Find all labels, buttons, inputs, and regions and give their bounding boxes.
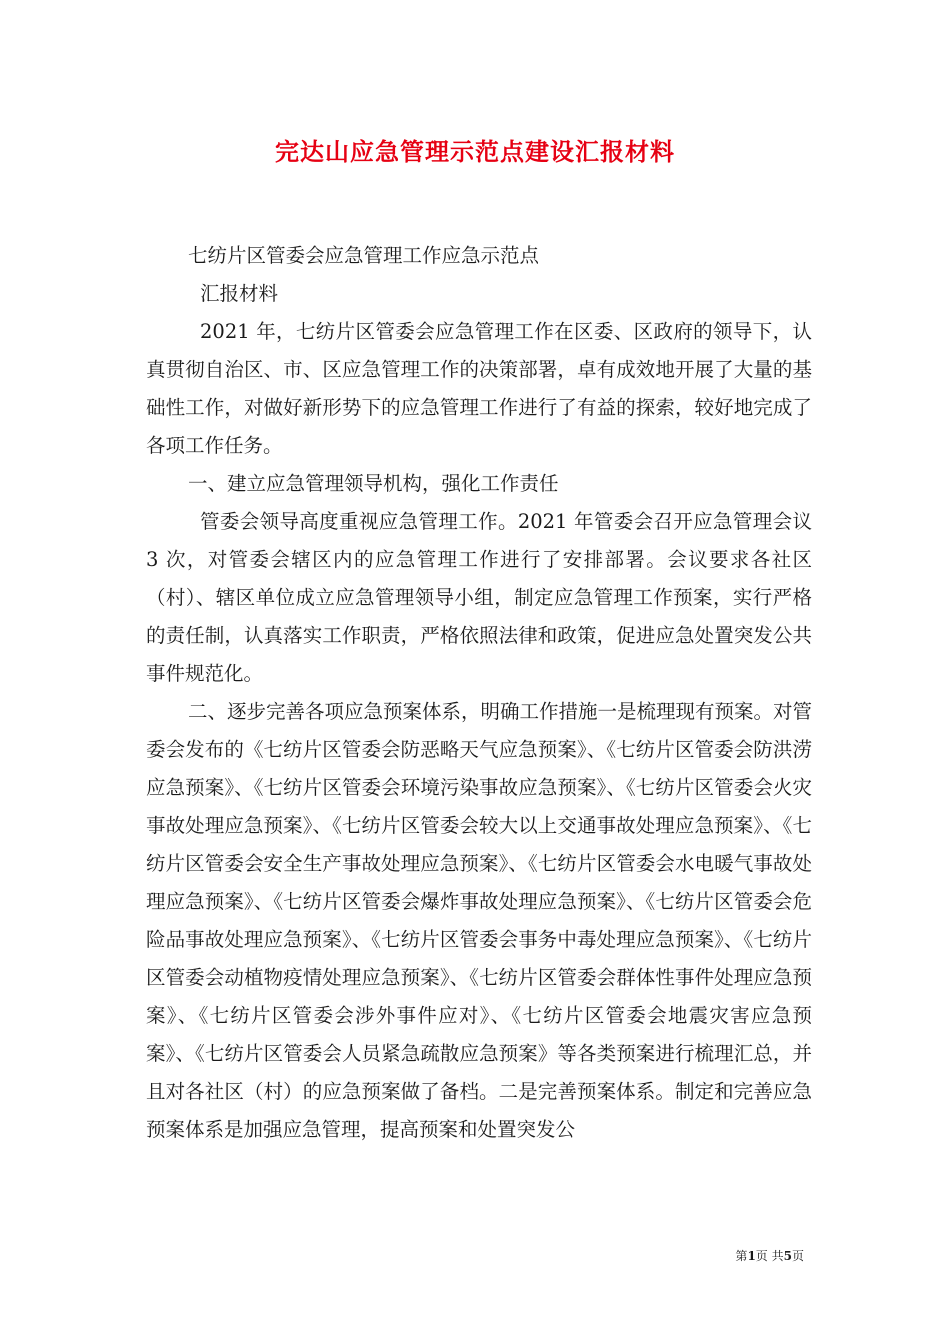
subtitle-line-1: 七纺片区管委会应急管理工作应急示范点 <box>188 244 540 267</box>
paragraph-section-2: 二、逐步完善各项应急预案体系，明确工作措施一是梳理现有预案。对管委会发布的《七纺片区管委会防恶略天气应急预案》、《七纺片区管委会防洪涝应急预案》、《七纺片区管委会环境污染事故应急预案》、《七纺片区管委会火灾事故处理应急预案》、《七纺片区管委会较大以上交通事故处理应急预案》、《七纺片区管委会安全生产事故处理应急预案》、《七纺片区管委会水电暖气事故处理应急预案》、《七纺片区管委会爆炸事故处理应急预案》、《七纺片区管委会危险品事故处理应急预案》、《七纺片区管委会事务中毒处理应急预案》、《七纺片区管委会动植物疫情处理应急预案》、《七纺片区管委会群体性事件处理应急预案》、《七纺片区管委会涉外事件应对》、《七纺片区管委会地震灾害应急预案》、《七纺片区管委会人员紧急疏散应急预案》等各类预案进行梳理汇总，并且对各社区（村）的应急预案做了备档。二是完善预案体系。制定和完善应急预案体系是加强应急管理，提高预案和处置突发公 <box>146 700 813 1141</box>
footer-prefix: 第 <box>735 1249 748 1263</box>
page-footer <box>735 1247 804 1264</box>
section-heading-1: 一、建立应急管理领导机构，强化工作责任 <box>188 472 559 495</box>
paragraph-intro: 2021 年，七纺片区管委会应急管理工作在区委、区政府的领导下，认真贯彻自治区、市、区应急管理工作的决策部署，卓有成效地开展了大量的基础性工作，对做好新形势下的应急管理工作进行了有益的探索，较好地完成了各项工作任务。 <box>146 320 812 457</box>
footer-middle: 页 共 <box>755 1249 784 1263</box>
footer-page-number: 1 <box>747 1249 756 1263</box>
paragraph-section-1: 管委会领导高度重视应急管理工作。2021 年管委会召开应急管理会议 3 次，对管委会辖区内的应急管理工作进行了安排部署。会议要求各社区（村）、辖区单位成立应急管理领导小组，制定应急管理工作预案，实行严格的责任制，认真落实工作职责，严格依照法律和政策，促进应急处置突发公共事件规范化。 <box>146 510 812 685</box>
footer-suffix: 页 <box>791 1249 804 1263</box>
document-title: 完达山应急管理示范点建设汇报材料 <box>275 137 675 166</box>
subtitle-line-2: 汇报材料 <box>200 282 279 305</box>
footer-total-pages: 5 <box>783 1249 792 1263</box>
document-body <box>146 237 812 1149</box>
